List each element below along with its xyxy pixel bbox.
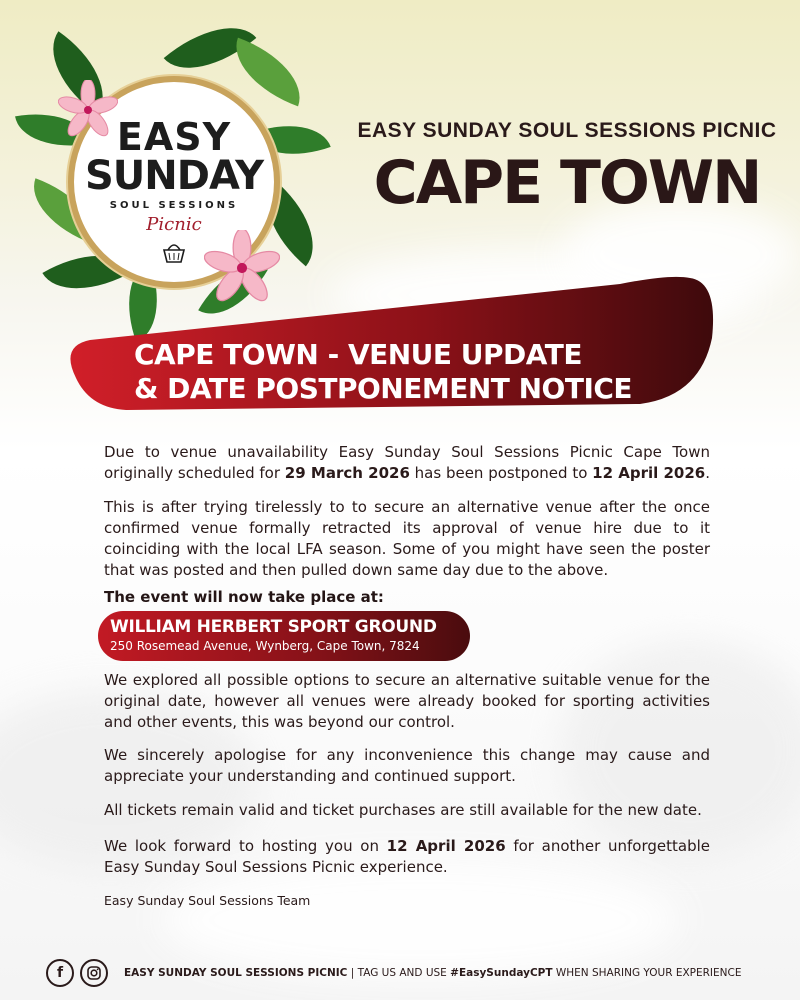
new-date: 12 April 2026 xyxy=(592,464,706,482)
notice-headline-line1: CAPE TOWN - VENUE UPDATE xyxy=(134,338,583,371)
logo-text-picnic: Picnic xyxy=(146,214,202,235)
footer-hashtag[interactable]: #EasySundayCPT xyxy=(450,967,553,979)
postponement-paragraph xyxy=(104,442,710,484)
venue-badge xyxy=(98,611,470,661)
options-paragraph: We explored all possible options to secure an alternative suitable venue for the original date, however all venues were already booked for sporting activities and other events, this was beyond our control. xyxy=(104,671,710,731)
footer-brand: EASY SUNDAY SOUL SESSIONS PICNIC xyxy=(124,967,348,979)
logo-text-sunday: SUNDAY xyxy=(84,153,264,199)
logo-text-easy: EASY xyxy=(116,115,232,159)
text-segment: has been postponed to xyxy=(409,464,593,482)
logo-text-soul-sessions: SOUL SESSIONS xyxy=(109,200,239,211)
text-segment: Due to venue unavailability Easy Sunday Soul Sessions Picnic Cape Town originally scheduled for xyxy=(104,443,710,482)
page-title: CAPE TOWN xyxy=(373,148,761,218)
text-segment: for another unforgettable Easy Sunday Soul Sessions Picnic experience. xyxy=(104,837,710,876)
event-subtitle: EASY SUNDAY SOUL SESSIONS PICNIC xyxy=(357,119,777,142)
facebook-icon[interactable] xyxy=(46,959,74,987)
lily-flower-icon xyxy=(58,80,118,140)
venue-lead-text: The event will now take place at: xyxy=(104,588,384,606)
facebook-glyph: f xyxy=(56,965,64,981)
venue-name: WILLIAM HERBERT SPORT GROUND xyxy=(110,617,437,637)
footer-tagline: | TAG US AND USE xyxy=(347,967,451,979)
instagram-glyph xyxy=(87,966,101,980)
footer xyxy=(46,958,766,988)
notice-headline xyxy=(134,338,694,406)
closing-paragraph xyxy=(104,836,710,878)
text-segment: We look forward to hosting you on xyxy=(104,837,387,855)
original-date: 29 March 2026 xyxy=(284,464,410,482)
basket-icon xyxy=(160,242,188,264)
instagram-icon[interactable] xyxy=(80,959,108,987)
notice-headline-line2: & DATE POSTPONEMENT NOTICE xyxy=(134,372,633,405)
signature: Easy Sunday Soul Sessions Team xyxy=(104,893,311,908)
apology-paragraph: We sincerely apologise for any inconvenience this change may cause and appreciate your understanding and continued support. xyxy=(104,746,710,785)
event-date: 12 April 2026 xyxy=(386,837,506,855)
tickets-paragraph: All tickets remain valid and ticket purchases are still available for the new date. xyxy=(104,801,702,819)
footer-text xyxy=(124,967,742,979)
explanation-paragraph: This is after trying tirelessly to to secure an alternative venue after the once confirmed venue formally retracted its approval of venue hire due to it coinciding with the local LFA season. Some of you might have seen the poster that was posted and then pulled down same day due to the above. xyxy=(104,498,710,579)
venue-address: 250 Rosemead Avenue, Wynberg, Cape Town, 7824 xyxy=(110,639,420,653)
text-segment: . xyxy=(705,464,711,482)
footer-tagline-end: WHEN SHARING YOUR EXPERIENCE xyxy=(552,967,742,979)
